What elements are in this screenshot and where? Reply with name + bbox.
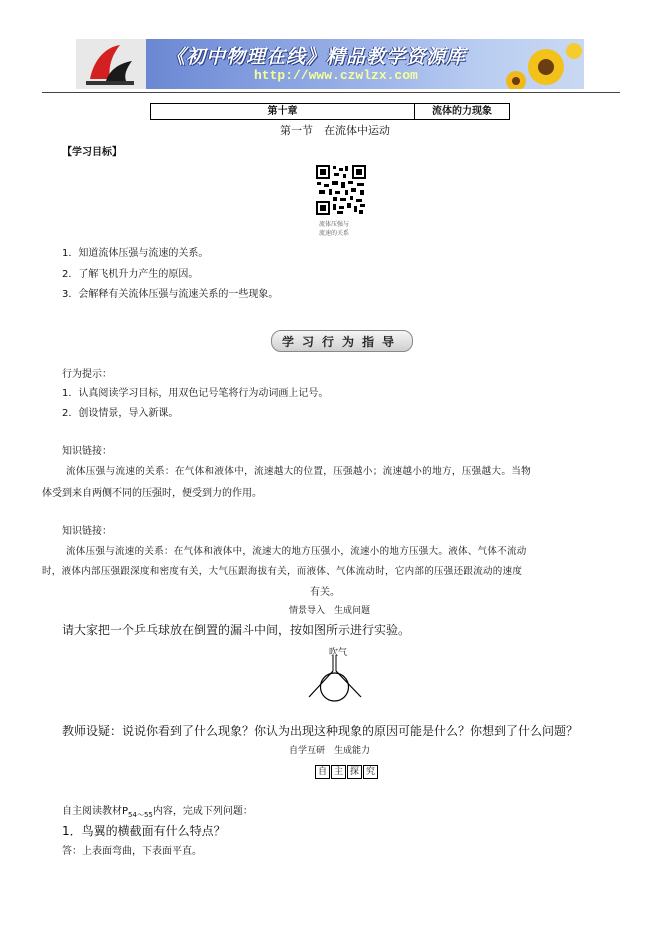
qr-code-icon [315,164,367,216]
goal-item-1: 1．知道流体压强与流速的关系。 [62,248,209,259]
header-rule [42,92,620,93]
chapter-table [150,103,510,120]
selfstudy-box: 究 [363,765,378,779]
guide-badge [271,330,413,352]
selfstudy-box: 自 [315,765,330,779]
reading-instruction [62,802,253,820]
behavior-item-2: 2．创设情景，导入新课。 [62,408,179,419]
knowledge1-line1: 流体压强与流速的关系：在气体和液体中，流速越大的位置，压强越小；流速越小的地方，压强越大。当物 [66,466,532,477]
guide-badge-text: 学习行为指导 [281,334,402,349]
behavior-item-1: 1．认真阅读学习目标，用双色记号笔将行为动词画上记号。 [62,388,329,399]
banner-url[interactable]: http://www.czwlzx.com [254,68,418,83]
knowledge1-line2: 体受到来自两侧不同的压强时，便受到力的作用。 [42,488,262,499]
qr-caption-1: 流体压强与 [319,221,350,228]
knowledge2-line1: 流体压强与流速的关系：在气体和液体中，流速大的地方压强小，流速小的地方压强大。液体、气体不流动 [66,546,527,557]
experiment-text: 请大家把一个乒乓球放在倒置的漏斗中间，按如图所示进行实验。 [62,623,411,637]
chapter-cell: 第十章 [151,104,415,119]
selfstudy-box: 探 [347,765,362,779]
teacher-question: 教师设疑：说说你看到了什么现象？你认为出现这种现象的原因可能是什么？你想到了什么问题？ [62,724,579,738]
selfstudy-box: 主 [331,765,346,779]
selfstudy-heading: 自学互研 生成能力 [289,746,371,756]
knowledge2-heading: 知识链接： [62,526,112,537]
section-title: 第一节 在流体中运动 [280,124,390,137]
knowledge2-line2: 时，液体内部压强跟深度和密度有关，大气压跟海拔有关，而液体、气体流动时，它内部的压强还跟流动的速度 [42,566,523,577]
banner-title: 《初中物理在线》精品教学资源库 [166,46,467,68]
selfstudy-boxes [315,765,379,779]
reading-suffix: 内容，完成下列问题： [152,806,253,817]
funnel-ball-figure [305,655,365,705]
question-1: 1．鸟翼的横截面有什么特点？ [62,824,226,838]
figure-label: 吹气 [329,648,348,658]
qr-caption-2: 流速的关系 [319,230,350,237]
answer-1: 答：上表面弯曲，下表面平直。 [62,846,202,857]
reading-pages: 54～55 [128,811,153,819]
behavior-heading: 行为提示： [62,369,112,380]
knowledge1-heading: 知识链接： [62,446,112,457]
goals-heading: 【学习目标】 [62,147,122,158]
header-banner [76,39,584,89]
knowledge2-line3: 有关。 [310,587,340,598]
reading-prefix: 自主阅读教材P [62,806,129,817]
goal-item-3: 3．会解释有关流体压强与流速关系的一些现象。 [62,289,279,300]
topic-cell: 流体的力现象 [432,106,492,117]
goal-item-2: 2．了解飞机升力产生的原因。 [62,269,199,280]
scene-heading: 情景导入 生成问题 [289,606,371,616]
